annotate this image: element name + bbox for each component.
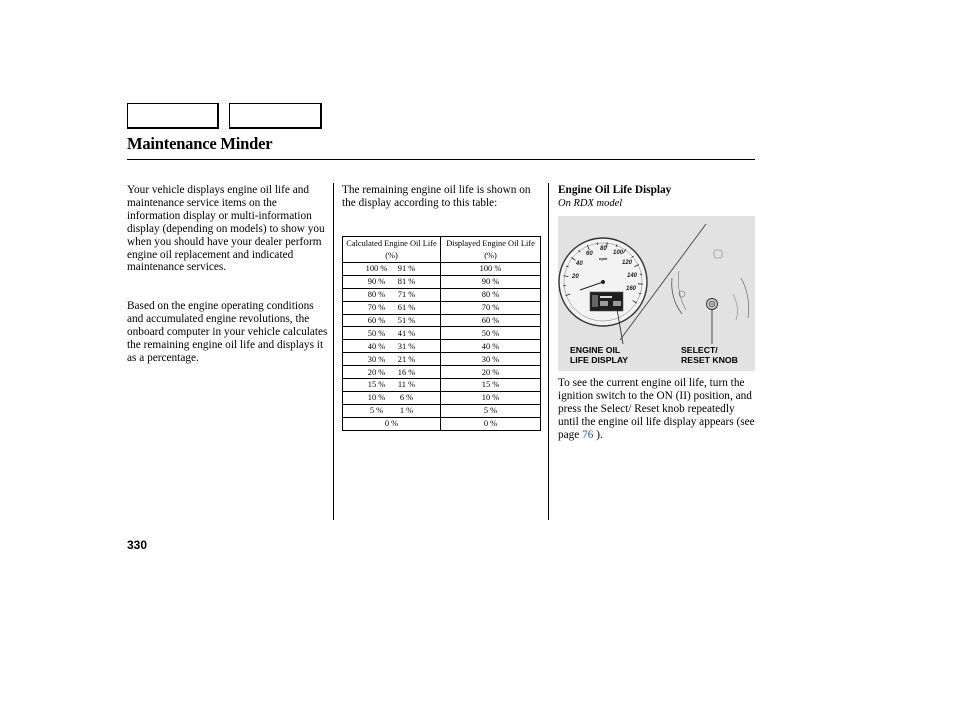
table-row bbox=[343, 314, 541, 327]
displayed-value-cell: 60 % bbox=[441, 314, 541, 327]
calculated-upper: 20 % bbox=[367, 367, 386, 377]
calculated-lower: 11 % bbox=[397, 380, 416, 390]
calculated-upper: 100 % bbox=[365, 264, 388, 274]
calculated-range-cell bbox=[343, 366, 441, 379]
page-title: Maintenance Minder bbox=[127, 134, 273, 153]
engine-oil-life-display-label: ENGINE OIL LIFE DISPLAY bbox=[570, 345, 629, 365]
speed-tick-160: 160 bbox=[626, 286, 637, 292]
table-intro-paragraph: The remaining engine oil life is shown on the display according to this table: bbox=[342, 184, 531, 209]
calculated-range-cell bbox=[343, 301, 441, 314]
section-heading: Engine Oil Life Display bbox=[558, 184, 672, 196]
calculated-upper: 0 % bbox=[384, 419, 399, 429]
speed-tick-40: 40 bbox=[576, 261, 583, 267]
table-row bbox=[343, 417, 541, 430]
table-row bbox=[343, 391, 541, 404]
intro-paragraph: Your vehicle displays engine oil life and maintenance service items on the information display or multi-information display (depending on models) to show you when you should have your dealer perform engine oil replacement and indicated maintenance services. bbox=[127, 184, 325, 274]
displayed-value-cell: 30 % bbox=[441, 353, 541, 366]
calculated-range-cell bbox=[343, 275, 441, 288]
calculated-upper: 70 % bbox=[367, 303, 386, 313]
table-row bbox=[343, 263, 541, 276]
calculated-upper: 5 % bbox=[369, 406, 384, 416]
column-header-calculated: Calculated Engine Oil Life (%) bbox=[343, 237, 441, 263]
calculated-lower: 81 % bbox=[397, 277, 416, 287]
calculated-lower: 16 % bbox=[397, 367, 416, 377]
table-row bbox=[343, 275, 541, 288]
column-divider-1 bbox=[333, 183, 334, 520]
calculated-lower: 21 % bbox=[397, 354, 416, 364]
speed-tick-60: 60 bbox=[586, 251, 593, 257]
calculated-range-cell bbox=[343, 353, 441, 366]
calculated-range-cell bbox=[343, 379, 441, 392]
calculated-lower: 61 % bbox=[397, 303, 416, 313]
nav-tab-1[interactable] bbox=[127, 103, 219, 129]
displayed-value-cell: 0 % bbox=[441, 417, 541, 430]
oil-life-lcd bbox=[590, 292, 623, 311]
displayed-value-cell: 50 % bbox=[441, 327, 541, 340]
calculated-upper: 30 % bbox=[367, 354, 386, 364]
speed-tick-mark bbox=[607, 242, 608, 247]
calculated-range-cell bbox=[343, 391, 441, 404]
select-reset-knob-label: SELECT/ RESET KNOB bbox=[681, 345, 738, 365]
calculated-range-cell bbox=[343, 417, 441, 430]
column-divider-2 bbox=[548, 183, 549, 520]
table-row bbox=[343, 340, 541, 353]
speedometer-gauge bbox=[559, 238, 647, 326]
displayed-value-cell: 40 % bbox=[441, 340, 541, 353]
calculated-lower: 31 % bbox=[397, 341, 416, 351]
displayed-value-cell: 80 % bbox=[441, 288, 541, 301]
calculated-upper: 15 % bbox=[367, 380, 386, 390]
calculated-range-cell bbox=[343, 314, 441, 327]
page-number: 330 bbox=[127, 538, 148, 552]
speed-tick-140: 140 bbox=[627, 273, 638, 279]
table-row bbox=[343, 327, 541, 340]
instruction-end: ). bbox=[593, 428, 603, 441]
speed-unit: mph bbox=[599, 256, 608, 261]
speed-tick-20: 20 bbox=[572, 274, 579, 280]
model-note: On RDX model bbox=[558, 198, 623, 209]
calculated-range-cell bbox=[343, 340, 441, 353]
table-row bbox=[343, 379, 541, 392]
instruction-text: To see the current engine oil life, turn the ignition switch to the ON (II) position, and press the Select/ Reset knob repeatedly until the engine oil life display appears (see page bbox=[558, 377, 755, 441]
instruction-paragraph bbox=[558, 377, 756, 442]
calculated-upper: 90 % bbox=[367, 277, 386, 287]
page-reference-link[interactable]: 76 bbox=[582, 428, 594, 441]
table-row bbox=[343, 288, 541, 301]
calculated-lower: 1 % bbox=[399, 406, 414, 416]
displayed-value-cell: 90 % bbox=[441, 275, 541, 288]
oil-life-table bbox=[342, 236, 541, 431]
displayed-value-cell: 70 % bbox=[441, 301, 541, 314]
calculated-range-cell bbox=[343, 263, 441, 276]
table-header-row bbox=[343, 237, 541, 263]
calculated-range-cell bbox=[343, 327, 441, 340]
calculated-lower: 71 % bbox=[397, 290, 416, 300]
speed-tick-100: 100 bbox=[613, 250, 624, 256]
displayed-value-cell: 5 % bbox=[441, 404, 541, 417]
speed-tick-80: 80 bbox=[600, 246, 607, 252]
calculated-upper: 50 % bbox=[367, 328, 386, 338]
instrument-panel-illustration bbox=[558, 216, 755, 371]
calculated-range-cell bbox=[343, 288, 441, 301]
calculated-lower: 6 % bbox=[399, 393, 414, 403]
title-divider bbox=[127, 159, 755, 160]
displayed-value-cell: 100 % bbox=[441, 263, 541, 276]
calculated-upper: 60 % bbox=[367, 316, 386, 325]
table-row bbox=[343, 353, 541, 366]
table-row bbox=[343, 404, 541, 417]
calculated-lower: 91 % bbox=[397, 264, 416, 274]
displayed-value-cell: 20 % bbox=[441, 366, 541, 379]
table-row bbox=[343, 366, 541, 379]
displayed-value-cell: 10 % bbox=[441, 391, 541, 404]
speed-tick-120: 120 bbox=[622, 260, 633, 266]
calculated-lower: 41 % bbox=[397, 328, 416, 338]
nav-tab-2[interactable] bbox=[229, 103, 322, 129]
table-row bbox=[343, 301, 541, 314]
calculation-paragraph: Based on the engine operating conditions and accumulated engine revolutions, the onboard computer in your vehicle calculates the remaining engine oil life and displays it as a percentage. bbox=[127, 300, 328, 364]
displayed-value-cell: 15 % bbox=[441, 379, 541, 392]
column-header-displayed: Displayed Engine Oil Life (%) bbox=[441, 237, 541, 263]
calculated-lower: 51 % bbox=[397, 316, 416, 325]
calculated-upper: 80 % bbox=[367, 290, 386, 300]
select-reset-knob bbox=[707, 299, 718, 310]
calculated-upper: 10 % bbox=[367, 393, 386, 403]
calculated-upper: 40 % bbox=[367, 341, 386, 351]
calculated-range-cell bbox=[343, 404, 441, 417]
